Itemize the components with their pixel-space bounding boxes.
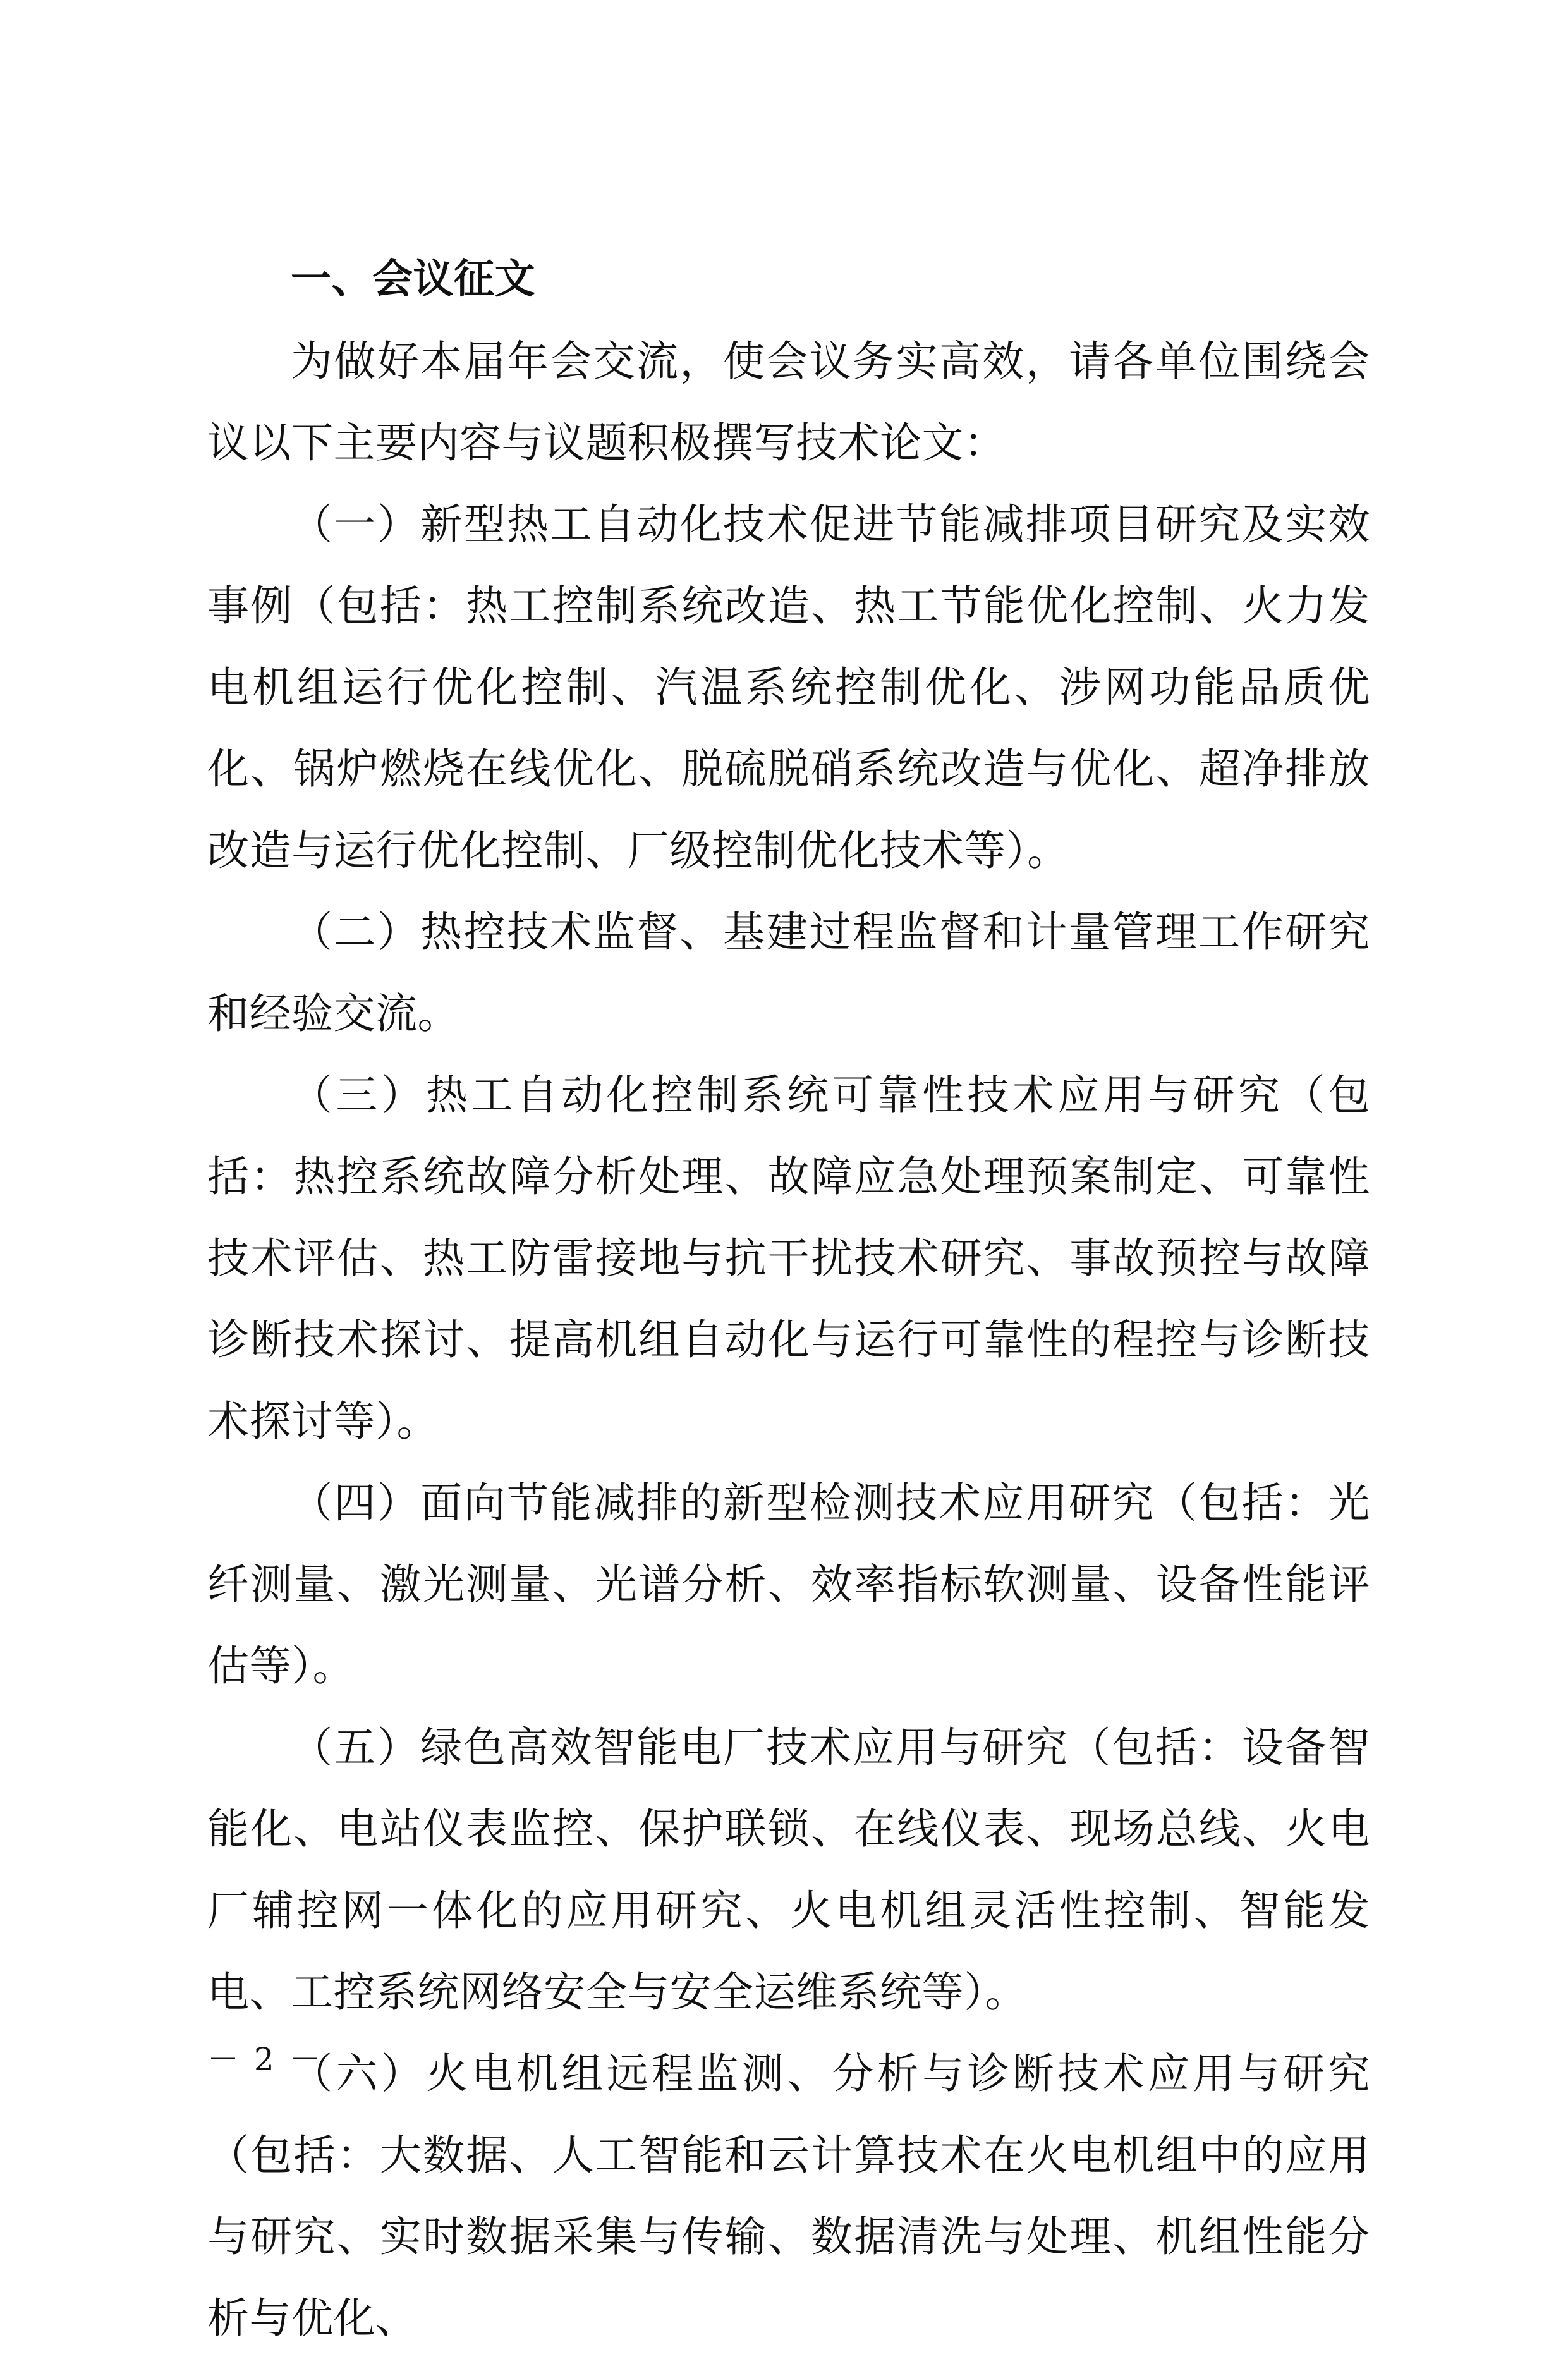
topic-paragraph-3: （三）热工自动化控制系统可靠性技术应用与研究（包括：热控系统故障分析处理、故障应急处理预案制定、可靠性技术评估、热工防雷接地与抗干扰技术研究、事故预控与故障诊断技术探讨、提高机组自动化与运行可靠性的程控与诊断技术探讨等）。 (207, 1071, 1370, 1446)
topic-paragraph-4: （四）面向节能减排的新型检测技术应用研究（包括：光纤测量、激光测量、光谱分析、效率指标软测量、设备性能评估等）。 (207, 1478, 1370, 1690)
topic-paragraph-2: （二）热控技术监督、基建过程监督和计量管理工作研究和经验交流。 (207, 908, 1370, 1038)
topic-paragraph-1: （一）新型热工自动化技术促进节能减排项目研究及实效事例（包括：热工控制系统改造、热工节能优化控制、火力发电机组运行优化控制、汽温系统控制优化、涉网功能品质优化、锅炉燃烧在线优化、脱硫脱硝系统改造与优化、超净排放改造与运行优化控制、厂级控制优化技术等）。 (207, 500, 1370, 875)
intro-paragraph: 为做好本届年会交流，使会议务实高效，请各单位围绕会议以下主要内容与议题积极撰写技术论文： (207, 337, 1370, 467)
document-body (207, 239, 1370, 2359)
topic-paragraph-6: （六）火电机组远程监测、分析与诊断技术应用与研究（包括：大数据、人工智能和云计算技术在火电机组中的应用与研究、实时数据采集与传输、数据清洗与处理、机组性能分析与优化、 (207, 2049, 1370, 2343)
topic-paragraph-5: （五）绿色高效智能电厂技术应用与研究（包括：设备智能化、电站仪表监控、保护联锁、在线仪表、现场总线、火电厂辅控网一体化的应用研究、火电机组灵活性控制、智能发电、工控系统网络安全与安全运维系统等）。 (207, 1723, 1370, 2016)
page-number: － 2 － (207, 2041, 324, 2078)
section-heading: 一、会议征文 (291, 256, 535, 303)
